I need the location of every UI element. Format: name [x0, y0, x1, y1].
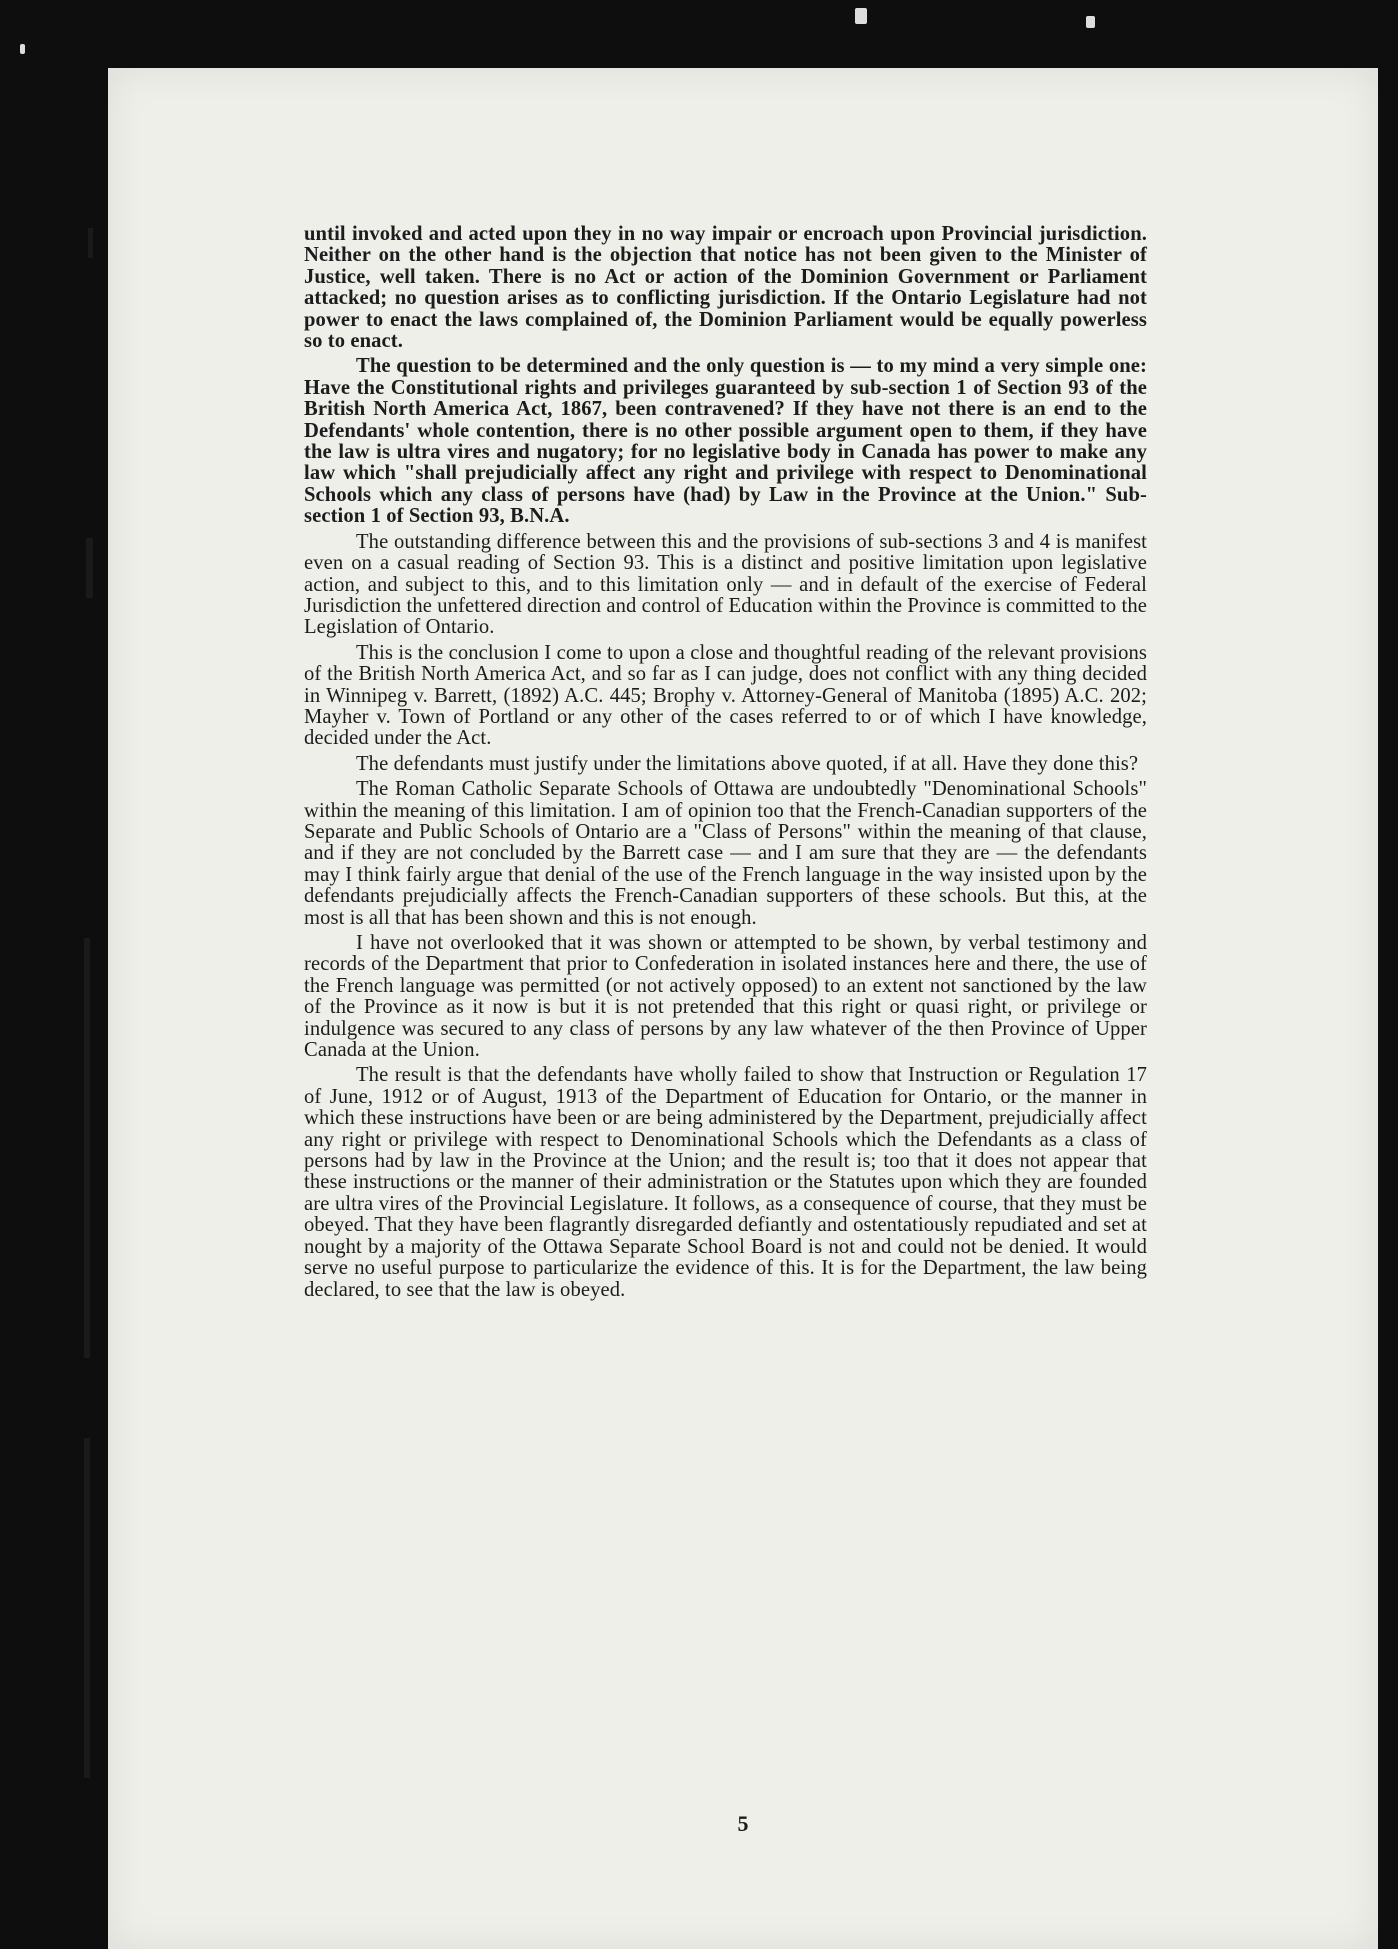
margin-mark [88, 228, 93, 258]
margin-mark [86, 538, 93, 598]
scan-speck [1086, 16, 1095, 28]
page-number: 5 [737, 1811, 749, 1836]
paragraph: The defendants must justify under the limitations above quoted, if at all. Have they done this? [356, 752, 1139, 775]
document-page [108, 68, 1378, 1949]
scan-speck [20, 44, 25, 54]
paragraph: until invoked and acted upon they in no way impair or encroach upon Provincial jurisdiction. Neither on the other hand is the objection that notice has not been given to the Minister of Justice, well taken. There is no Act or action of the Dominion Government or Parliament attacked; no question arises as to conflicting jurisdiction. If the Ontario Legislature had not power to enact the laws complained of, the Dominion Parliament would be equally powerless so to enact. [304, 223, 1147, 353]
paragraph: This is the conclusion I come to upon a close and thoughtful reading of the relevant provisions of the British North America Act, and so far as I can judge, does not conflict with any thing decided in Winnipeg v. Barrett, (1892) A.C. 445; Brophy v. Attorney-General of Manitoba (1895) A.C. 202; Mayher v. Town of Portland or any other of the cases referred to or of which I have knowledge, decided under the Act. [304, 641, 1147, 750]
paragraph: I have not overlooked that it was shown or attempted to be shown, by verbal testimony and records of the Department that prior to Confederation in isolated instances here and there, the use of the French language was permitted (or not actively opposed) to an extent not sanctioned by the law of the Province as it now is but it is not pretended that this right or quasi right, or privilege or indulgence was secured to any class of persons by any law whatever of the then Province of Upper Canada at the Union. [304, 932, 1147, 1062]
body-text [304, 224, 1147, 1301]
margin-bracket [84, 938, 90, 1358]
margin-bracket [84, 1438, 90, 1778]
paragraph: The question to be determined and the only question is — to my mind a very simple one: Have the Constitutional rights and privileges guaranteed by sub-section 1 of Section 93 of the British North America Act, 1867, been contravened? If they have not there is an end to the Defendants' whole contention, there is no other possible argument open to them, if they have the law is ultra vires and nugatory; for no legislative body in Canada has power to make any law which "shall prejudicially affect any right and privilege with respect to Denominational Schools which any class of persons have (had) by Law in the Province at the Union." Sub-section 1 of Section 93, B.N.A. [304, 355, 1147, 528]
scan-speck [855, 8, 867, 24]
paragraph: The Roman Catholic Separate Schools of Ottawa are undoubtedly "Denominational Schools" within the meaning of this limitation. I am of opinion too that the French-Canadian supporters of the Separate and Public Schools of Ontario are a "Class of Persons" within the meaning of that clause, and if they are not concluded by the Barrett case — and I am sure that they are — the defendants may I think fairly argue that denial of the use of the French language in the way insisted upon by the defendants prejudicially affects the French-Canadian supporters of these schools. But this, at the most is all that has been shown and this is not enough. [304, 778, 1147, 929]
paragraph: The outstanding difference between this and the provisions of sub-sections 3 and 4 is manifest even on a casual reading of Section 93. This is a distinct and positive limitation upon legislative action, and subject to this, and to this limitation only — and in default of the exercise of Federal Jurisdiction the unfettered direction and control of Education within the Province is committed to the Legislation of Ontario. [304, 530, 1147, 639]
paragraph: The result is that the defendants have wholly failed to show that Instruction or Regulation 17 of June, 1912 or of August, 1913 of the Department of Education for Ontario, or the manner in which these instructions have been or are being administered by the Department, prejudicially affect any right or privilege with respect to Denominational Schools which the Defendants as a class of persons had by law in the Province at the Union; and the result is; too that it does not appear that these instructions or the manner of their administration or the Statutes upon which they are founded are ultra vires of the Provincial Legislature. It follows, as a consequence of course, that they must be obeyed. That they have been flagrantly disregarded defiantly and ostentatiously repudiated and set at nought by a majority of the Ottawa Separate School Board is not and could not be denied. It would serve no useful purpose to particularize the evidence of this. It is for the Department, the law being declared, to see that the law is obeyed. [304, 1064, 1147, 1301]
